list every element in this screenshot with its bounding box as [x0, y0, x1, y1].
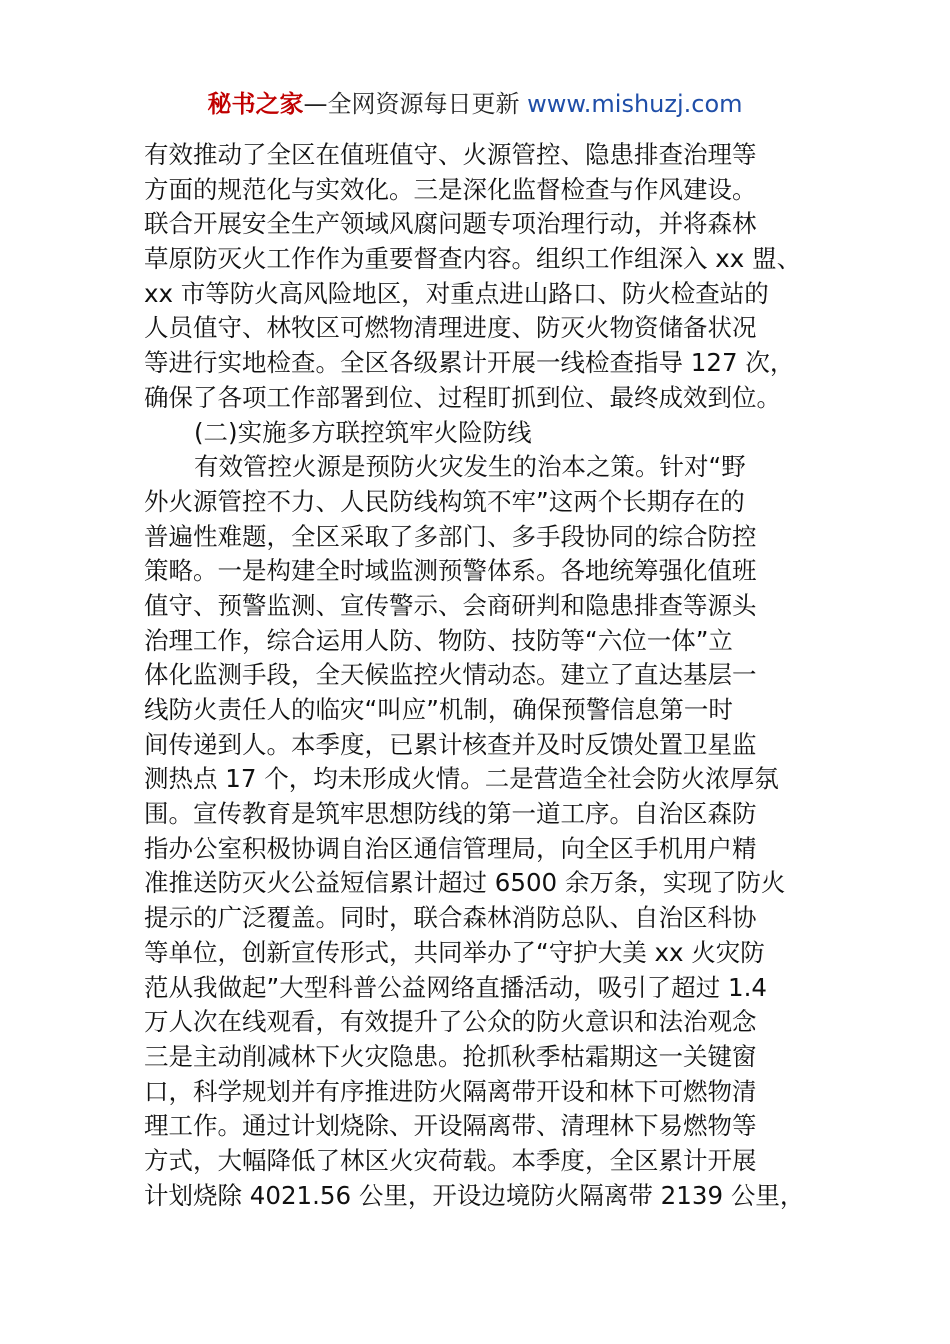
- text-line: 指办公室积极协调自治区通信管理局，向全区手机用户精: [144, 833, 757, 863]
- text-line: 有效推动了全区在值班值守、火源管控、隐患排查治理等: [144, 140, 757, 169]
- text-line: 线防火责任人的临灾“叫应”机制，确保预警信息第一时: [144, 695, 733, 724]
- header-tagline: —全网资源每日更新: [303, 90, 528, 118]
- document-body: [144, 138, 812, 1213]
- text-line: 方面的规范化与实效化。三是深化监督检查与作风建设。: [144, 174, 757, 204]
- text-line: 体化监测手段，全天候监控火情动态。建立了直达基层一: [144, 660, 757, 690]
- text-line: 计划烧除 4021.56 公里，开设边境防火隔离带 2139 公里，: [144, 1180, 805, 1210]
- page-header: [0, 86, 950, 122]
- text-line: 治理工作，综合运用人防、物防、技防等“六位一体”立: [144, 625, 733, 655]
- text-line: 联合开展安全生产领域风腐问题专项治理行动，并将森林: [144, 209, 757, 239]
- brand-name: 秘书之家: [207, 90, 304, 118]
- website-link[interactable]: www.mishuzj.com: [527, 90, 743, 118]
- text-line: 三是主动削减林下火灾隐患。抢抓秋季枯霜期这一关键窗: [144, 1041, 757, 1071]
- text-line: 方式，大幅降低了林区火灾荷载。本季度，全区累计开展: [144, 1145, 757, 1175]
- text-line: 口，科学规划并有序推进防火隔离带开设和林下可燃物清: [144, 1076, 757, 1106]
- text-line: 围。宣传教育是筑牢思想防线的第一道工序。自治区森防: [144, 799, 757, 829]
- text-line: 草原防灭火工作作为重要督查内容。组织工作组深入 xx 盟、: [144, 244, 802, 274]
- text-line: 等进行实地检查。全区各级累计开展一线检查指导 127 次，: [144, 348, 795, 378]
- text-line: 普遍性难题，全区采取了多部门、多手段协同的综合防控: [144, 521, 757, 551]
- text-line: 人员值守、林牧区可燃物清理进度、防灭火物资储备状况: [144, 313, 757, 343]
- section-heading: (二)实施多方联控筑牢火险防线: [194, 417, 532, 447]
- text-line: 确保了各项工作部署到位、过程盯抓到位、最终成效到位。: [144, 382, 781, 412]
- text-line: 准推送防灭火公益短信累计超过 6500 余万条，实现了防火: [144, 868, 786, 898]
- text-line: 万人次在线观看，有效提升了公众的防火意识和法治观念: [144, 1007, 757, 1037]
- text-line: xx 市等防火高风险地区，对重点进山路口、防火检查站的: [144, 278, 769, 308]
- text-line: 理工作。通过计划烧除、开设隔离带、清理林下易燃物等: [144, 1111, 757, 1141]
- text-line: 等单位，创新宣传形式，共同举办了“守护大美 xx 火灾防: [144, 937, 765, 967]
- text-line: 外火源管控不力、人民防线构筑不牢”这两个长期存在的: [144, 486, 745, 516]
- text-line: 提示的广泛覆盖。同时，联合森林消防总队、自治区科协: [144, 903, 757, 933]
- text-line: 间传递到人。本季度，已累计核查并及时反馈处置卫星监: [144, 729, 757, 759]
- text-line: 有效管控火源是预防火灾发生的治本之策。针对“野: [194, 452, 746, 482]
- text-line: 范从我做起”大型科普公益网络直播活动，吸引了超过 1.4: [144, 972, 767, 1002]
- text-line: 值守、预警监测、宣传警示、会商研判和隐患排查等源头: [144, 590, 757, 620]
- text-line: 策略。一是构建全时域监测预警体系。各地统筹强化值班: [144, 556, 757, 586]
- text-line: 测热点 17 个，均未形成火情。二是营造全社会防火浓厚氛: [144, 764, 779, 794]
